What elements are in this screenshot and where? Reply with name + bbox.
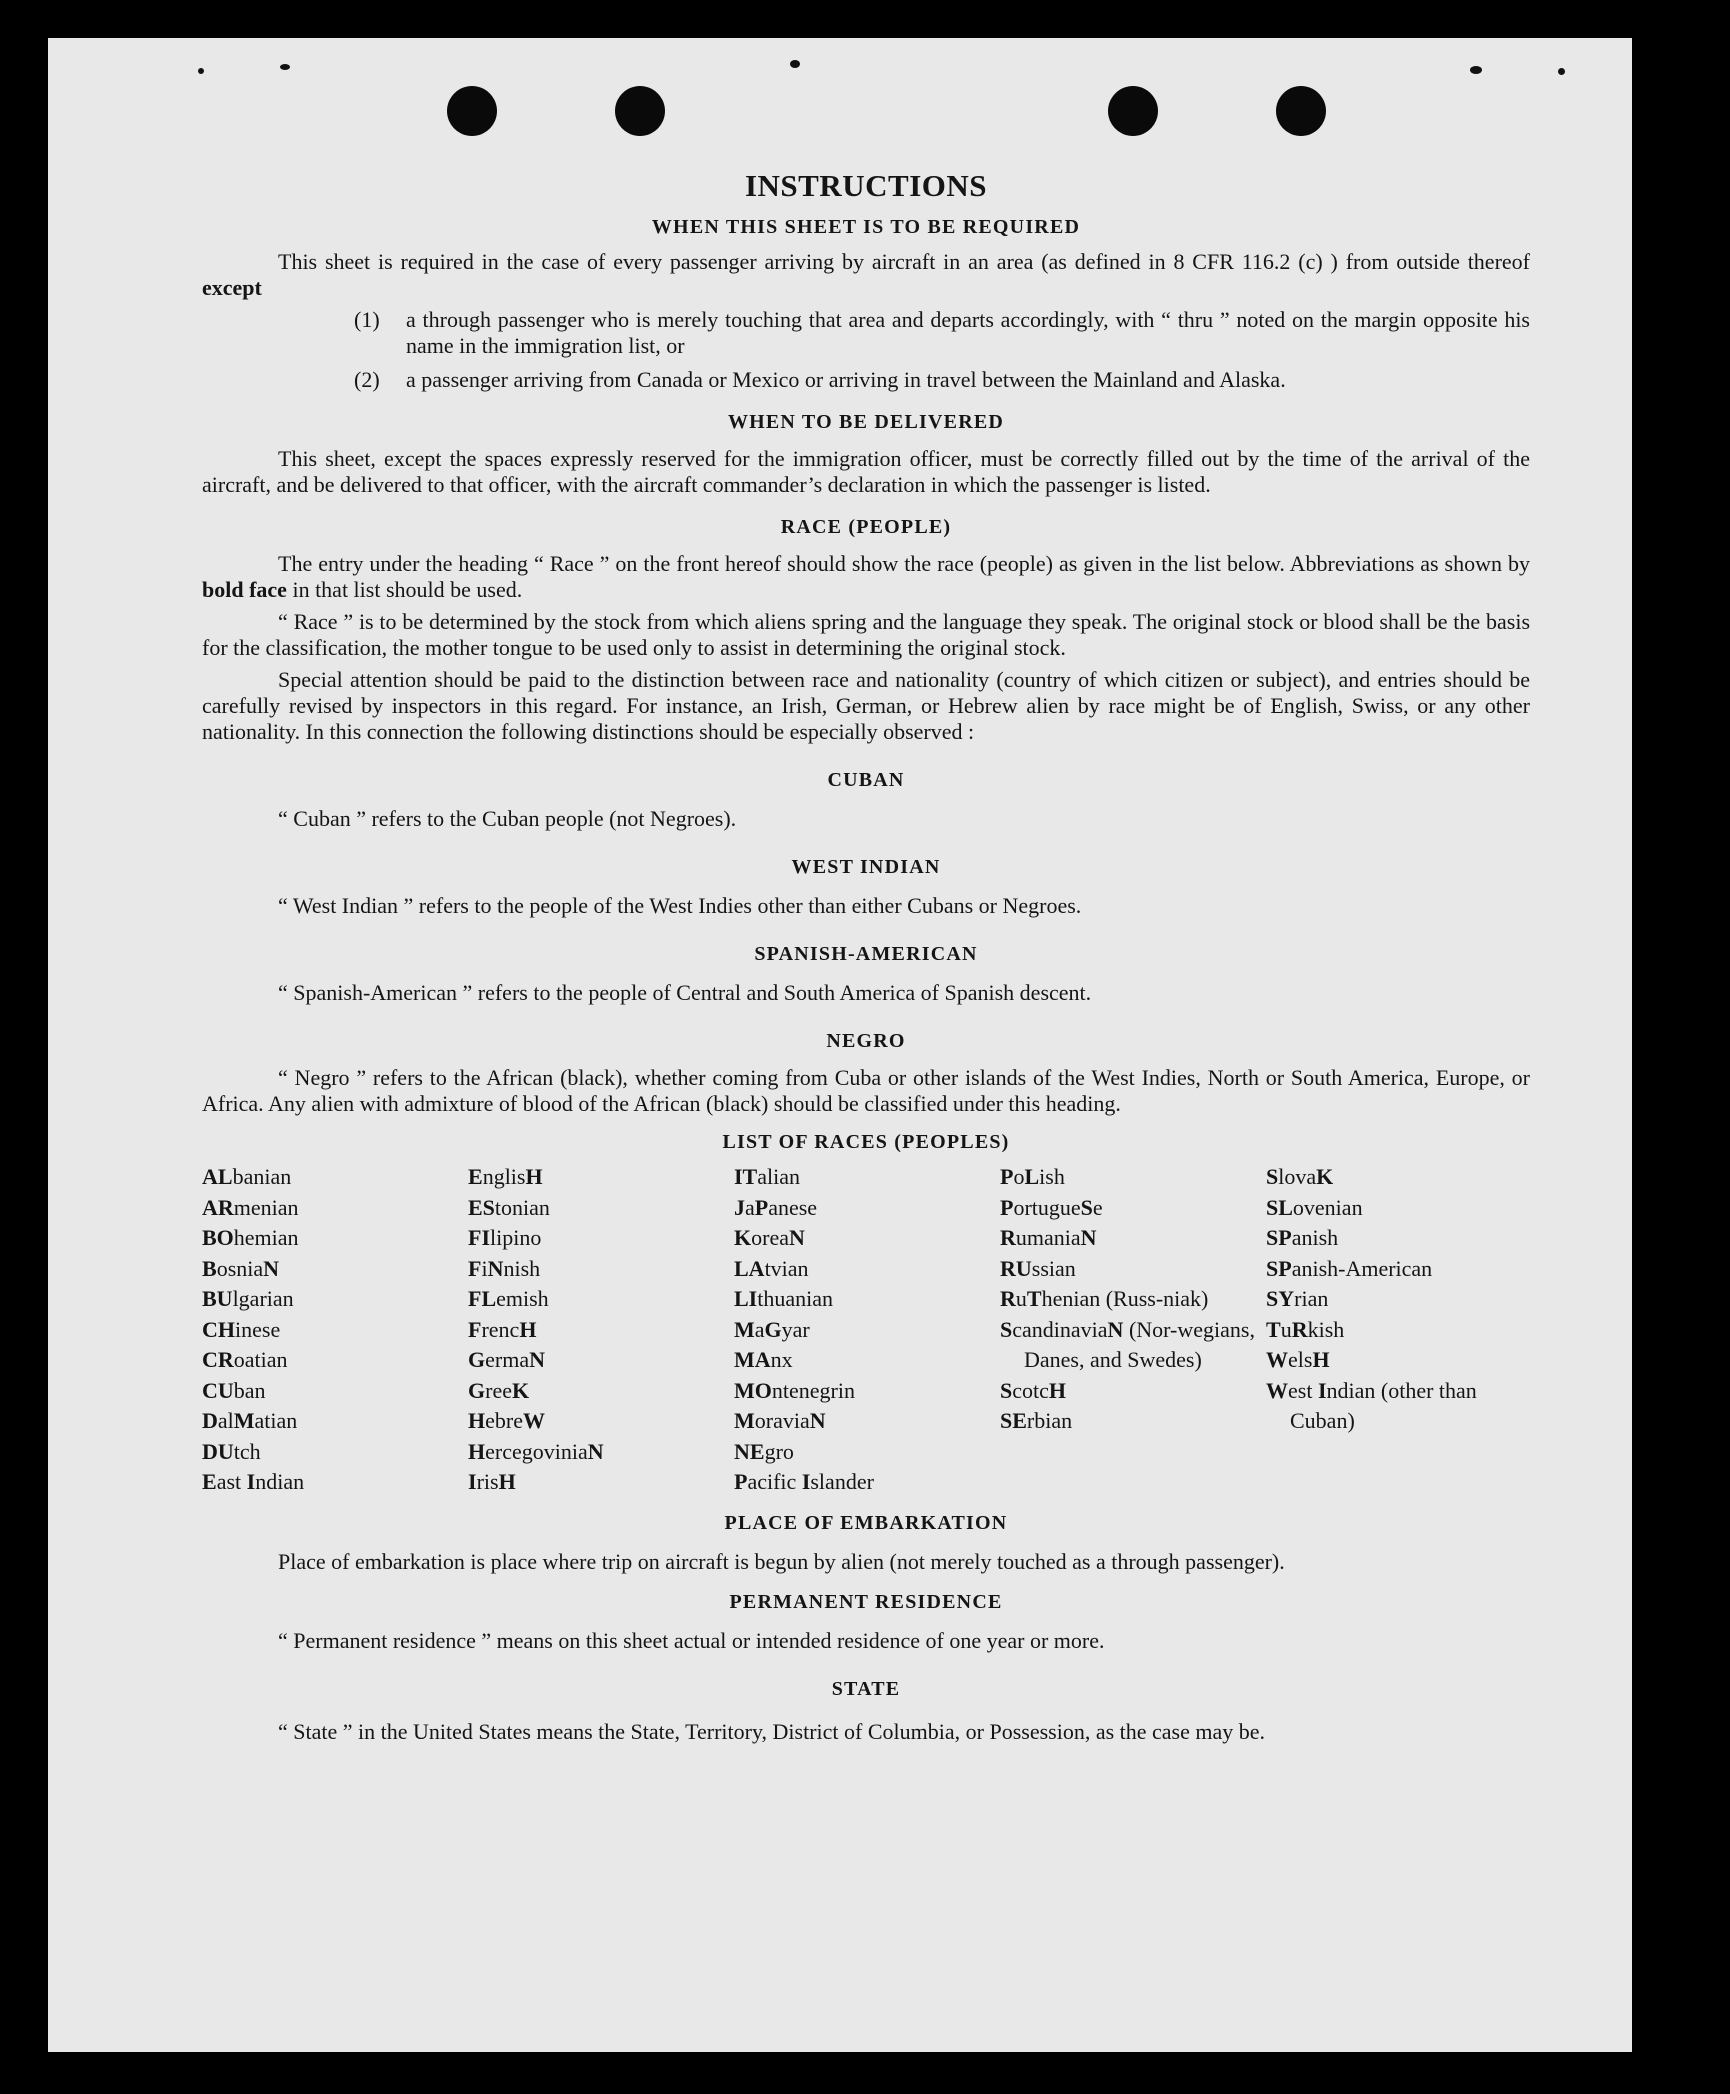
race-abbreviation: I [468, 1469, 477, 1494]
race-paragraph-2: “ Race ” is to be determined by the stock from which aliens spring and the language they speak. The original stock or blood shall be the basis for the classification, the mother tongue to be used only to assist in determining the original stock. [202, 609, 1530, 660]
embarkation-text: Place of embarkation is place where trip on aircraft is begun by alien (not merely touched as a through passenger). [278, 1548, 1285, 1574]
race-abbreviation: CR [202, 1347, 234, 1372]
race-abbreviation: LA [734, 1255, 765, 1281]
race-abbreviation: S [1000, 1316, 1013, 1342]
race-abbreviation: H [525, 1164, 543, 1189]
when-required-text-bold: except [202, 275, 262, 300]
when-required-text-main: This sheet is required in the case of every passenger arriving by aircraft in an area (as defined in 8 CFR 116.2 (c) ) from outside thereof [278, 249, 1530, 274]
section-heading-west-indian: WEST INDIAN [791, 856, 941, 878]
race-entry: SPanish-American [1266, 1255, 1433, 1281]
race-entry: SPanish [1266, 1225, 1339, 1250]
race-entry: FiNnish [468, 1255, 541, 1281]
section-heading-when-required: WHEN THIS SHEET IS TO BE REQUIRED [651, 216, 1081, 238]
race-abbreviation: N [1080, 1225, 1097, 1250]
race-abbreviation: P [754, 1194, 769, 1220]
race-entry: RUssian [1000, 1255, 1076, 1281]
race-abbreviation: B [202, 1255, 217, 1281]
punch-hole [447, 86, 497, 136]
race-abbreviation: H [1312, 1347, 1330, 1372]
race-abbreviation: MO [734, 1377, 772, 1403]
race-entry: PortugueSe [1000, 1194, 1103, 1220]
race-abbreviation: IT [734, 1164, 758, 1189]
race-abbreviation: SE [1000, 1408, 1027, 1433]
races-column [202, 1162, 468, 1498]
race-abbreviation: CH [202, 1316, 235, 1342]
race-paragraph-1-bold: bold face [202, 577, 287, 602]
section-heading-cuban: CUBAN [827, 769, 905, 791]
race-entry: BUlgarian [202, 1286, 294, 1311]
race-entry: GreeK [468, 1377, 530, 1403]
section-heading-state: STATE [831, 1677, 901, 1700]
race-abbreviation: N [587, 1438, 604, 1464]
race-abbreviation: P [1000, 1194, 1014, 1220]
race-abbreviation: S [1000, 1377, 1013, 1403]
race-abbreviation: H [498, 1469, 516, 1494]
race-abbreviation: AR [202, 1194, 234, 1220]
race-entry: ITalian [734, 1164, 801, 1189]
instructions-content [202, 168, 1530, 1749]
race-abbreviation: N [1107, 1316, 1124, 1342]
when-required-text [202, 249, 1530, 301]
section-heading-spanish-american: SPANISH-AMERICAN [754, 943, 978, 965]
scan-speck [790, 60, 800, 68]
races-column [1000, 1162, 1266, 1498]
race-abbreviation: W [1266, 1377, 1288, 1403]
race-abbreviation: N [529, 1347, 545, 1372]
race-abbreviation: N [263, 1255, 280, 1281]
when-delivered-text: This sheet, except the spaces expressly reserved for the immigration officer, must be correctly filled out by the time of the arrival of the aircraft, and be delivered to that officer, with the aircraft commander’s declaration in which the passenger is listed. [202, 446, 1530, 497]
race-entry: ScandinaviaN (Nor-wegians, Danes, and Swedes) [1000, 1316, 1255, 1372]
race-entry: SYrian [1266, 1286, 1329, 1311]
race-entry: MOntenegrin [734, 1377, 855, 1403]
race-entry: FIlipino [468, 1225, 542, 1250]
race-entry: BosniaN [202, 1255, 280, 1281]
race-abbreviation: N [788, 1225, 805, 1250]
page-title: INSTRUCTIONS [744, 168, 987, 203]
race-abbreviation: G [468, 1347, 486, 1372]
exception-item-2 [202, 367, 1530, 393]
scan-speck [1558, 68, 1565, 75]
race-entry: ScotcH [1000, 1377, 1067, 1403]
race-abbreviation: MA [734, 1347, 771, 1372]
race-abbreviation: P [734, 1469, 748, 1494]
race-abbreviation: FI [468, 1225, 490, 1250]
residence-text: “ Permanent residence ” means on this sheet actual or intended residence of one year or more. [278, 1627, 1105, 1653]
west-indian-text: “ West Indian ” refers to the people of the West Indies other than either Cubans or Negroes. [278, 893, 1082, 918]
race-entry: West Indian (other than Cuban) [1266, 1377, 1477, 1433]
race-abbreviation: I [801, 1469, 811, 1494]
race-entry: HercegoviniaN [468, 1438, 604, 1464]
exception-item-1 [202, 307, 1530, 359]
race-abbreviation: SL [1266, 1194, 1293, 1220]
race-paragraph-1-main: The entry under the heading “ Race ” on the front hereof should show the race (people) as given in the list below. Abbreviations as shown by [278, 551, 1530, 576]
race-abbreviation: SP [1266, 1225, 1292, 1250]
race-abbreviation: F [468, 1316, 482, 1342]
section-heading-embarkation: PLACE OF EMBARKATION [724, 1511, 1008, 1534]
race-abbreviation: I [246, 1469, 256, 1494]
exception-text: a passenger arriving from Canada or Mexico or arriving in travel between the Mainland and Alaska. [406, 367, 1286, 392]
race-abbreviation: R [1291, 1316, 1308, 1342]
race-abbreviation: H [468, 1438, 486, 1464]
race-entry: EnglisH [468, 1164, 543, 1189]
race-entry: BOhemian [202, 1225, 299, 1250]
section-heading-list-of-races: LIST OF RACES (PEOPLES) [722, 1131, 1010, 1153]
race-abbreviation: R [1000, 1225, 1016, 1250]
scan-speck [1470, 66, 1482, 74]
race-entry: DalMatian [202, 1408, 298, 1433]
race-entry: SlovaK [1266, 1164, 1334, 1189]
exception-text: a through passenger who is merely touching that area and departs accordingly, with “ thru ” noted on the margin opposite his name in the immigration list, or [406, 307, 1530, 358]
race-abbreviation: H [519, 1316, 537, 1342]
race-abbreviation: P [1000, 1164, 1014, 1189]
race-abbreviation: R [1000, 1286, 1016, 1311]
punch-hole [615, 86, 665, 136]
races-list [202, 1162, 1530, 1498]
section-heading-when-delivered: WHEN TO BE DELIVERED [727, 411, 1005, 433]
race-entry: SLovenian [1266, 1194, 1363, 1220]
race-abbreviation: M [734, 1408, 755, 1433]
race-abbreviation: N [487, 1255, 504, 1281]
race-entry: MAnx [734, 1347, 793, 1372]
race-entry: SErbian [1000, 1408, 1073, 1433]
race-entry: MaGyar [734, 1316, 810, 1342]
race-entry: RuThenian (Russ-niak) [1000, 1286, 1209, 1311]
race-entry: LAtvian [734, 1255, 809, 1281]
race-entry: CHinese [202, 1316, 281, 1342]
race-abbreviation: SY [1266, 1286, 1295, 1311]
race-abbreviation: I [1317, 1377, 1327, 1403]
race-entry: TuRkish [1266, 1316, 1345, 1342]
scan-speck [198, 68, 204, 74]
race-abbreviation: K [734, 1225, 752, 1250]
race-entry: WelsH [1266, 1347, 1330, 1372]
race-entry: IrisH [468, 1469, 516, 1494]
race-abbreviation: D [202, 1408, 218, 1433]
race-abbreviation: G [468, 1377, 486, 1403]
race-abbreviation: M [233, 1408, 255, 1433]
negro-text: “ Negro ” refers to the African (black), whether coming from Cuba or other islands of the West Indies, North or South America, Europe, or Africa. Any alien with admixture of blood of the African (black) should be classified under this heading. [202, 1065, 1530, 1116]
section-heading-residence: PERMANENT RESIDENCE [729, 1590, 1003, 1613]
race-abbreviation: LI [734, 1286, 758, 1311]
document-page [48, 38, 1632, 2052]
race-paragraph-1 [202, 551, 1530, 603]
scan-speck [280, 64, 290, 70]
race-entry: CUban [202, 1377, 266, 1403]
punch-hole [1276, 86, 1326, 136]
race-abbreviation: T [1266, 1316, 1281, 1342]
race-entry: Pacific Islander [734, 1469, 874, 1494]
races-column [468, 1162, 734, 1498]
exception-number: (1) [354, 307, 380, 332]
race-abbreviation: K [1316, 1164, 1334, 1189]
race-entry: PoLish [1000, 1164, 1065, 1189]
race-abbreviation: AL [202, 1164, 233, 1189]
race-abbreviation: SP [1266, 1255, 1292, 1281]
race-abbreviation: N [809, 1408, 826, 1433]
race-entry: GermaN [468, 1347, 545, 1372]
race-abbreviation: M [734, 1316, 755, 1342]
punch-hole [1108, 86, 1158, 136]
state-text: “ State ” in the United States means the State, Territory, District of Columbia, or Possession, as the case may be. [278, 1718, 1266, 1744]
race-abbreviation: E [468, 1164, 483, 1189]
race-abbreviation: J [734, 1194, 745, 1220]
races-column [734, 1162, 1000, 1498]
race-abbreviation: H [468, 1408, 486, 1433]
race-abbreviation: BO [202, 1225, 234, 1250]
race-abbreviation: RU [1000, 1255, 1032, 1281]
race-abbreviation: S [1266, 1164, 1279, 1189]
race-abbreviation: CU [202, 1377, 234, 1403]
race-entry: RumaniaN [1000, 1225, 1097, 1250]
race-entry: FrencH [468, 1316, 537, 1342]
race-entry: CRoatian [202, 1347, 288, 1372]
race-entry: KoreaN [734, 1225, 805, 1250]
race-abbreviation: NE [734, 1438, 765, 1464]
race-entry: ALbanian [202, 1164, 292, 1189]
race-entry: MoraviaN [734, 1408, 826, 1433]
race-entry: FLemish [468, 1286, 549, 1311]
race-abbreviation: K [511, 1377, 530, 1403]
race-abbreviation: DU [202, 1438, 234, 1464]
race-abbreviation: S [1080, 1194, 1093, 1220]
race-abbreviation: ES [468, 1194, 495, 1220]
race-entry: LIthuanian [734, 1286, 834, 1311]
race-entry: ARmenian [202, 1194, 299, 1220]
races-column [1266, 1162, 1530, 1498]
race-abbreviation: BU [202, 1286, 233, 1311]
exception-number: (2) [354, 367, 380, 392]
race-entry: NEgro [734, 1438, 794, 1464]
race-entry: EStonian [468, 1194, 550, 1220]
race-paragraph-1-end: in that list should be used. [286, 577, 523, 602]
race-abbreviation: E [202, 1469, 217, 1494]
race-abbreviation: L [1024, 1164, 1040, 1189]
section-heading-negro: NEGRO [826, 1030, 906, 1052]
race-abbreviation: F [468, 1255, 482, 1281]
race-abbreviation: H [1048, 1377, 1067, 1403]
race-abbreviation: T [1026, 1286, 1042, 1311]
race-entry: East Indian [202, 1469, 305, 1494]
race-paragraph-3: Special attention should be paid to the distinction between race and nationality (country of which citizen or subject), and entries should be carefully revised by inspectors in this regard. For instance, an Irish, German, or Hebrew alien by race might be of English, Swiss, or any other nationality. In this connection the following distinctions should be especially observed : [202, 667, 1530, 744]
race-abbreviation: G [764, 1316, 782, 1342]
race-entry: HebreW [468, 1408, 545, 1433]
cuban-text: “ Cuban ” refers to the Cuban people (not Negroes). [278, 806, 737, 831]
race-abbreviation: W [1266, 1347, 1288, 1372]
race-abbreviation: W [522, 1408, 545, 1433]
race-entry: JaPanese [734, 1194, 818, 1220]
race-entry: DUtch [202, 1438, 261, 1464]
section-heading-race: RACE (PEOPLE) [780, 516, 952, 538]
race-abbreviation: FL [468, 1286, 497, 1311]
spanish-american-text: “ Spanish-American ” refers to the people of Central and South America of Spanish descent. [278, 980, 1092, 1005]
